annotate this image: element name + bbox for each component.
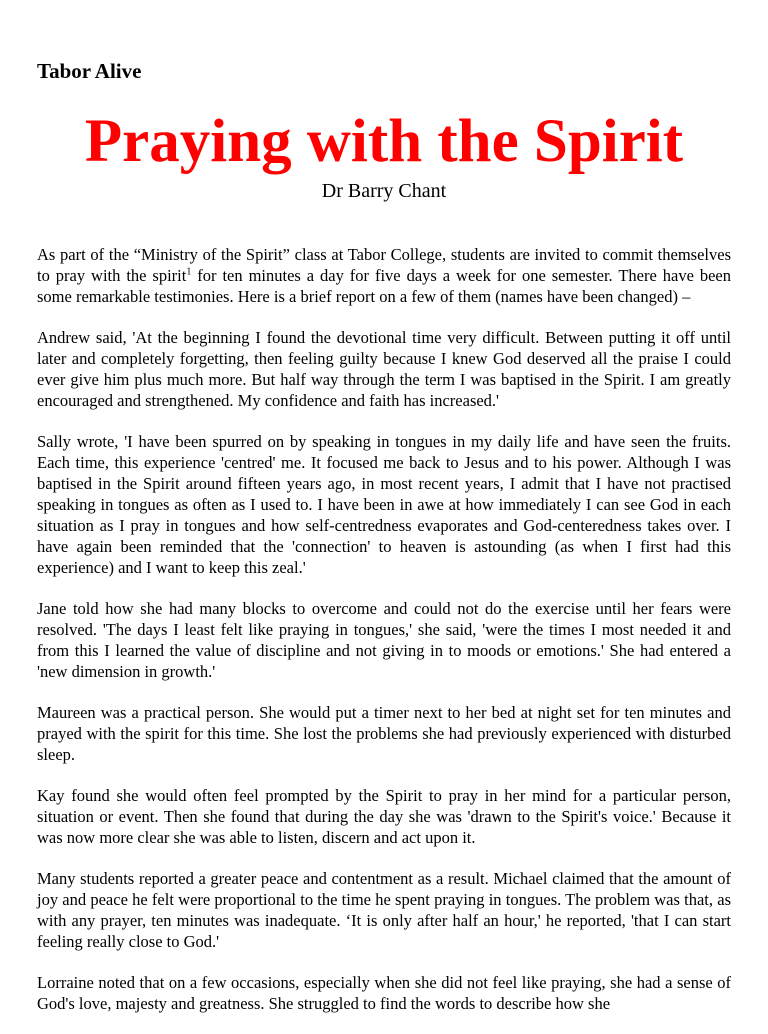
paragraph-jane: Jane told how she had many blocks to overcome and could not do the exercise until her fears were resolved. 'The days I least felt like praying in tongues,' she said, 'were the times I most needed it and from this I learned the value of discipline and not giving in to moods or emotions.' She had entered a 'new dimension in growth.' (37, 599, 731, 681)
intro-text-before-footnote: As part of the “Ministry of the Spirit” class at Tabor College, students are invited to commit themselves to pray with the spirit (37, 245, 731, 285)
footnote-marker[interactable]: 1 (186, 266, 192, 278)
article-title: Praying with the Spirit (84, 108, 684, 175)
paragraph-kay: Kay found she would often feel prompted by the Spirit to pray in her mind for a particular person, situation or event. Then she found that during the day she was 'drawn to the Spirit's voice.' Because it was now more clear she was able to listen, discern and act upon it. (37, 786, 731, 847)
paragraph-maureen: Maureen was a practical person. She would put a timer next to her bed at night set for ten minutes and prayed with the spirit for this time. She lost the problems she had previously experienced with disturbed sleep. (37, 703, 731, 764)
paragraph-andrew: Andrew said, 'At the beginning I found the devotional time very difficult. Between putting it off until later and completely forgetting, then feeling guilty because I knew God deserved all the praise I could ever give him plus much more. But half way through the term I was baptised in the Spirit. I am greatly encouraged and strengthened. My confidence and faith has increased.' (37, 328, 731, 410)
author-name: Dr Barry Chant (321, 180, 447, 202)
intro-paragraph (37, 244, 731, 307)
paragraph-sally: Sally wrote, 'I have been spurred on by speaking in tongues in my daily life and have seen the fruits. Each time, this experience 'centred' me. It focused me back to Jesus and to his power. Although I was baptised in the Spirit around fifteen years ago, in most recent years, I admit that I have not practised speaking in tongues as often as I used to. I have been in awe at how immediately I can see God in each situation as I pray in tongues and how self-centredness evaporates and God-centeredness takes over. I have again been reminded that the 'connection' to heaven is astounding (as when I first had this experience) and I want to keep this zeal.' (37, 432, 731, 577)
paragraph-michael: Many students reported a greater peace and contentment as a result. Michael claimed that the amount of joy and peace he felt were proportional to the time he spent praying in tongues. The problem was that, as with any prayer, ten minutes was inadequate. ‘It is only after half an hour,' he reported, 'that I can start feeling really close to God.' (37, 869, 731, 951)
article-body (37, 244, 731, 1034)
intro-text-after-footnote: for ten minutes a day for five days a week for one semester. There have been some remarkable testimonies. Here is a brief report on a few of them (names have been changed) – (37, 266, 731, 306)
paragraph-lorraine: Lorraine noted that on a few occasions, especially when she did not feel like praying, she had a sense of God's love, majesty and greatness. She struggled to find the words to describe how she (37, 973, 731, 1013)
series-heading: Tabor Alive (37, 59, 142, 83)
